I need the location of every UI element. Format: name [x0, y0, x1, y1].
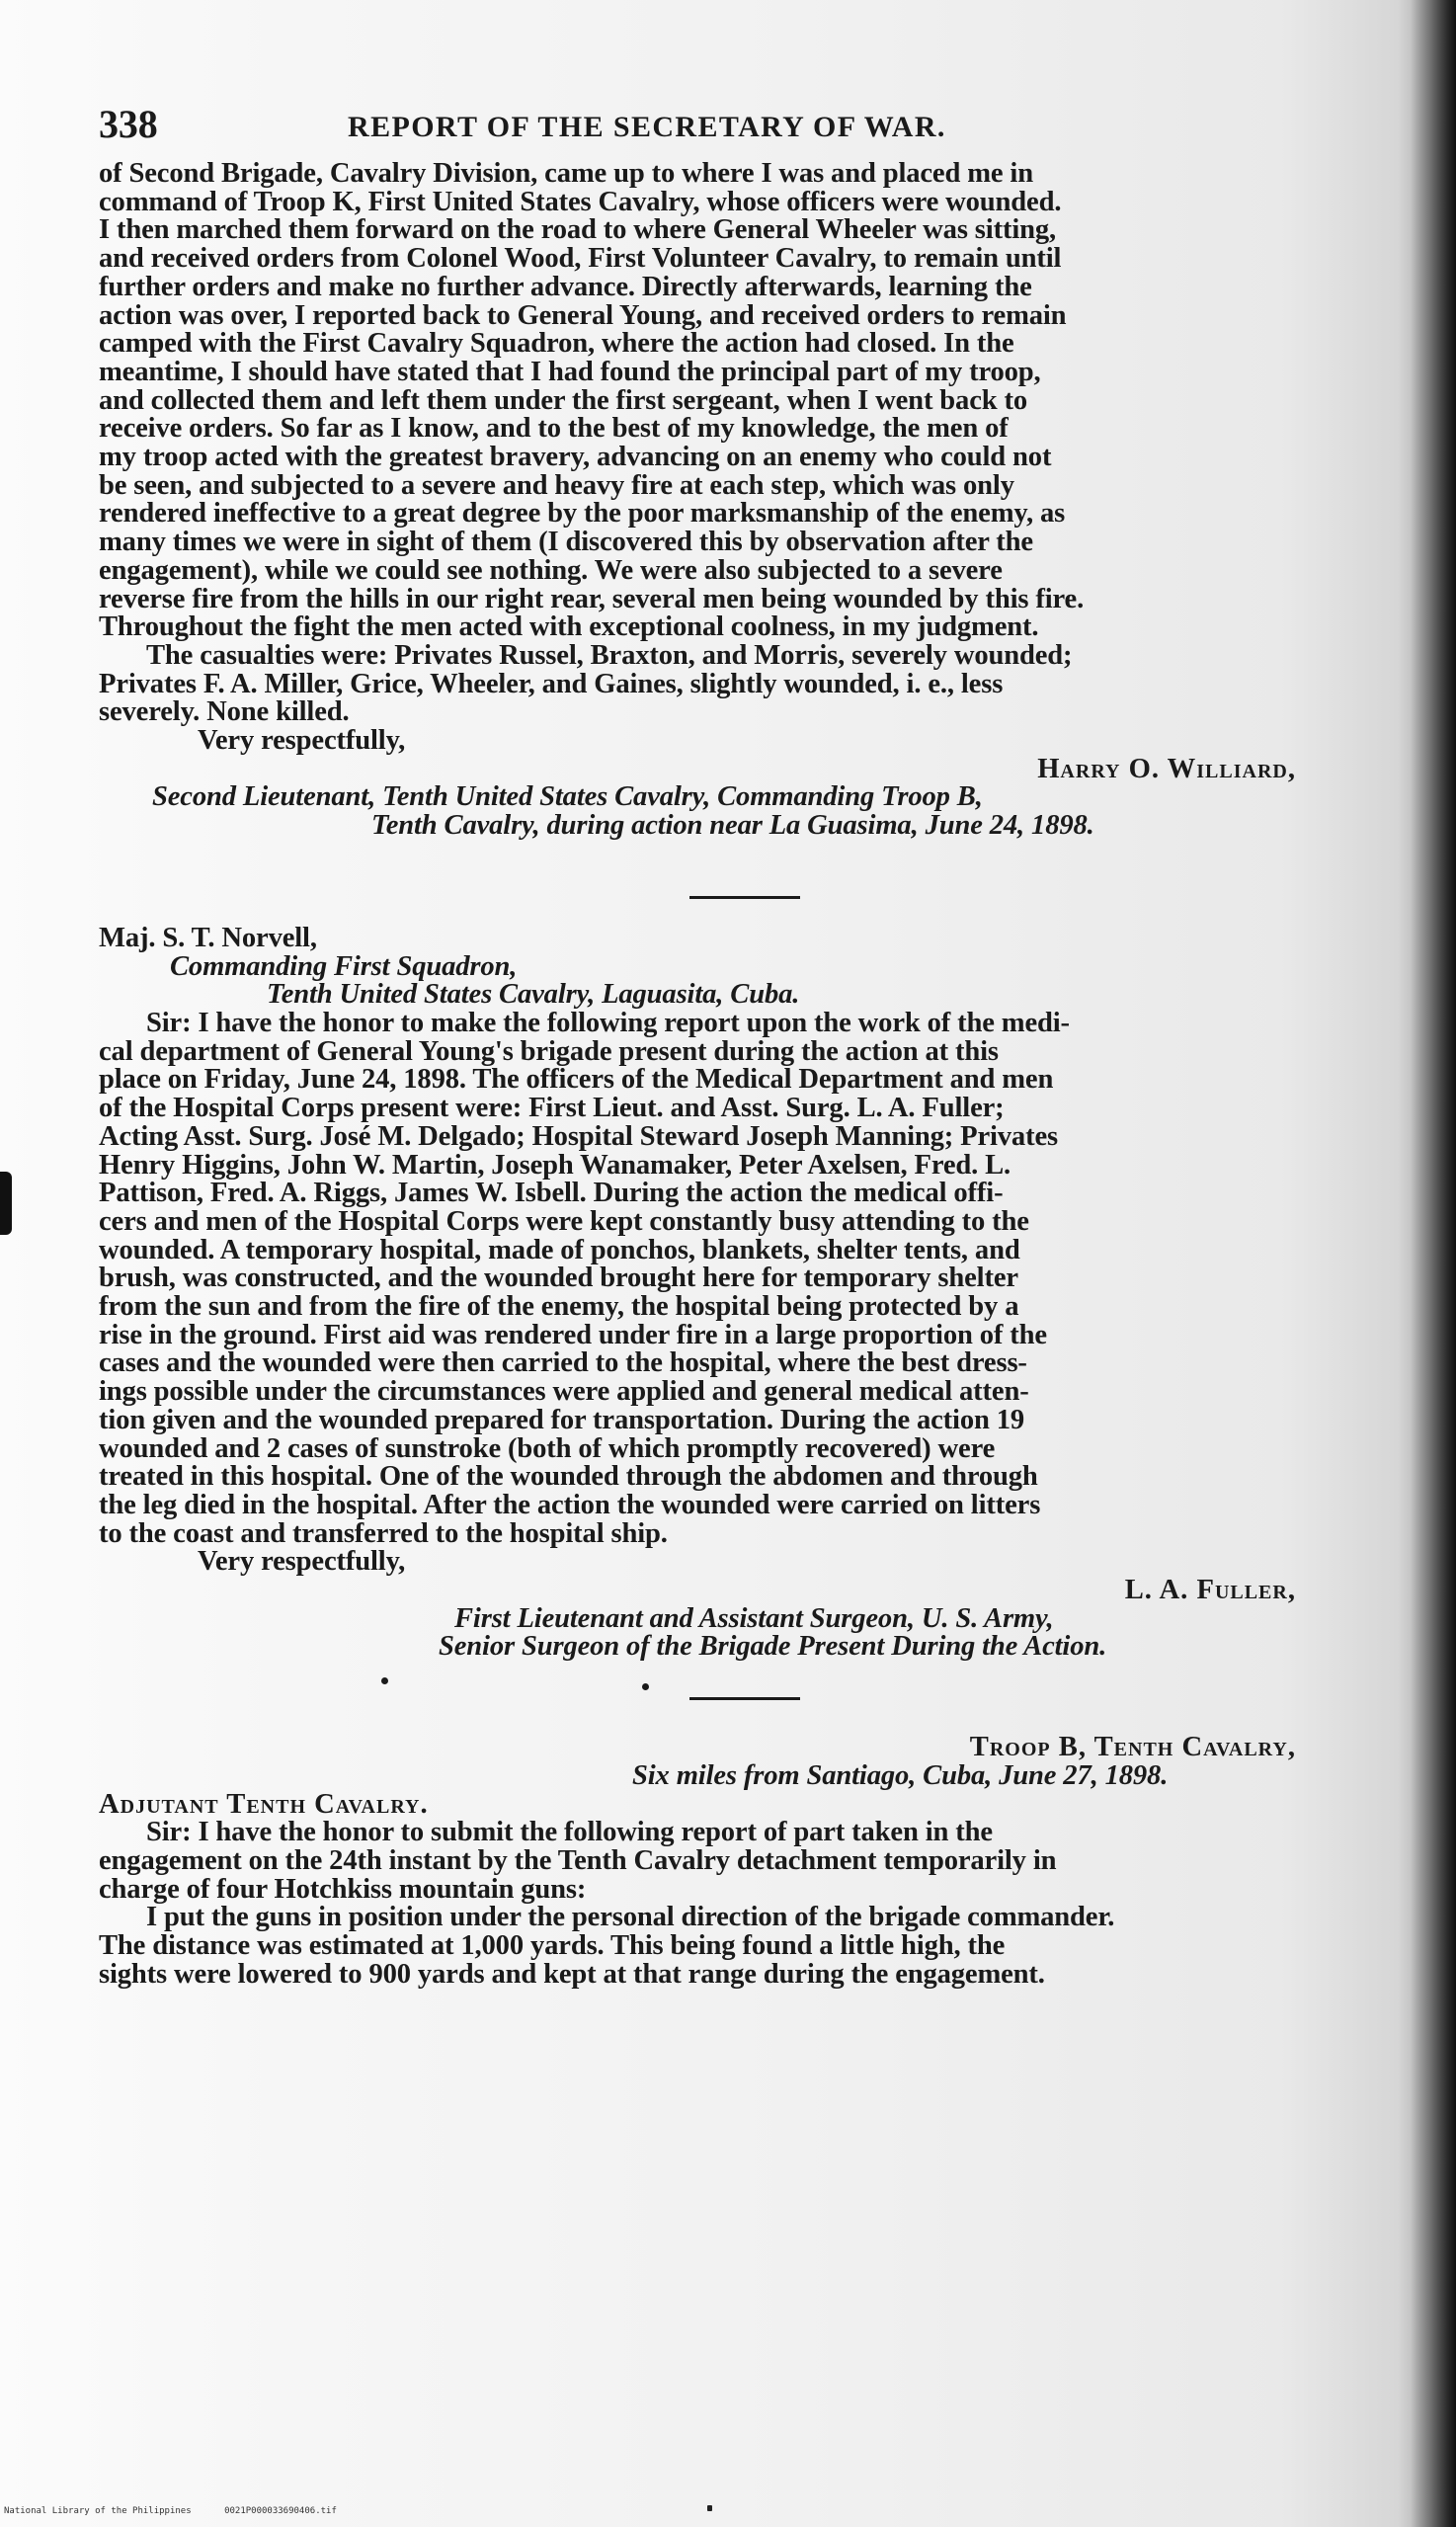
page-header	[99, 103, 1395, 152]
heading-unit: Troop B, Tenth Cavalry,	[969, 1732, 1296, 1763]
text-line: The distance was estimated at 1,000 yards. This being found a little high, the	[99, 1930, 1006, 1962]
text-line: camped with the First Cavalry Squadron, where the action had closed. In the	[99, 328, 1014, 360]
text-line: brush, was constructed, and the wounded brought here for temporary shelter	[99, 1263, 1018, 1294]
text-line: Sir: I have the honor to make the following report upon the work of the medi-	[146, 1007, 1070, 1038]
casualties-line: severely. None killed.	[99, 696, 350, 728]
text-line: and collected them and left them under the first sergeant, when I went back to	[99, 384, 1028, 416]
section-divider	[689, 896, 800, 899]
text-line: I put the guns in position under the personal direction of the brigade commander.	[146, 1902, 1115, 1933]
address-line: Tenth United States Cavalry, Laguasita, Cuba.	[267, 979, 800, 1011]
footer-library: National Library of the Philippines	[4, 2506, 192, 2516]
report-fuller	[99, 922, 1395, 1663]
document-page	[99, 103, 1395, 1989]
text-line: engagement on the 24th instant by the Tenth Cavalry detachment temporarily in	[99, 1844, 1057, 1876]
text-line: cers and men of the Hospital Corps were kept constantly busy attending to the	[99, 1205, 1029, 1237]
text-line: rise in the ground. First aid was rendered under fire in a large proportion of the	[99, 1319, 1047, 1350]
text-line: be seen, and subjected to a severe and heavy fire at each step, which was only	[99, 469, 1014, 501]
report-williard	[99, 160, 1395, 841]
closing-line: Very respectfully,	[198, 1546, 406, 1578]
signature-name: Harry O. Williard,	[1037, 753, 1296, 784]
heading-place: Six miles from Santiago, Cuba, June 27, 1898.	[632, 1759, 1169, 1791]
text-line: reverse fire from the hills in our right rear, several men being wounded by this fire.	[99, 583, 1085, 614]
text-line: many times we were in sight of them (I discovered this by observation after the	[99, 527, 1033, 558]
signature-title: Second Lieutenant, Tenth United States Cavalry, Commanding Troop B,	[152, 781, 983, 813]
text-line: cases and the wounded were then carried to the hospital, where the best dress-	[99, 1347, 1027, 1379]
binding-edge-shadow	[1411, 0, 1456, 2527]
text-line: command of Troop K, First United States Cavalry, whose officers were wounded.	[99, 186, 1062, 217]
text-line: the leg died in the hospital. After the action the wounded were carried on litters	[99, 1489, 1041, 1520]
closing-line: Very respectfully,	[198, 725, 406, 757]
text-line: meantime, I should have stated that I had found the principal part of my troop,	[99, 356, 1041, 387]
text-line: Henry Higgins, John W. Martin, Joseph Wanamaker, Peter Axelsen, Fred. L.	[99, 1149, 1011, 1181]
footer-file: 0021P000033690406.tif	[224, 2506, 337, 2516]
ink-speck	[381, 1677, 388, 1684]
margin-ink-mark	[0, 1172, 12, 1235]
text-line: action was over, I reported back to General Young, and received orders to remain	[99, 299, 1067, 331]
text-line: to the coast and transferred to the hospital ship.	[99, 1517, 668, 1549]
running-title: REPORT OF THE SECRETARY OF WAR.	[348, 111, 946, 143]
ink-speck	[642, 1683, 649, 1690]
text-line: Pattison, Fred. A. Riggs, James W. Isbell. During the action the medical offi-	[99, 1178, 1004, 1209]
text-line: my troop acted with the greatest bravery, advancing on an enemy who could not	[99, 442, 1052, 473]
addressee: Adjutant Tenth Cavalry.	[99, 1788, 429, 1820]
casualties-line: Privates F. A. Miller, Grice, Wheeler, and Gaines, slightly wounded, i. e., less	[99, 668, 1004, 699]
text-line: charge of four Hotchkiss mountain guns:	[99, 1873, 587, 1905]
casualties-line: The casualties were: Privates Russel, Braxton, and Morris, severely wounded;	[146, 639, 1073, 671]
report-hotchkiss	[99, 1734, 1395, 1989]
text-line: receive orders. So far as I know, and to the best of my knowledge, the men of	[99, 413, 1009, 445]
signature-name: L. A. Fuller,	[1124, 1575, 1296, 1606]
text-line: wounded. A temporary hospital, made of ponchos, blankets, shelter tents, and	[99, 1234, 1020, 1265]
text-line: cal department of General Young's brigade present during the action at this	[99, 1035, 999, 1067]
text-line: tion given and the wounded prepared for transportation. During the action 19	[99, 1404, 1025, 1435]
address-line: Commanding First Squadron,	[170, 950, 518, 982]
signature-title: Senior Surgeon of the Brigade Present During the Action.	[439, 1631, 1107, 1663]
text-line: further orders and make no further advance. Directly afterwards, learning the	[99, 271, 1032, 302]
text-line: I then marched them forward on the road to where General Wheeler was sitting,	[99, 214, 1057, 246]
text-line: from the sun and from the fire of the enemy, the hospital being protected by a	[99, 1291, 1019, 1323]
signature-title: Tenth Cavalry, during action near La Guasima, June 24, 1898.	[371, 810, 1094, 842]
text-line: of Second Brigade, Cavalry Division, came up to where I was and placed me in	[99, 158, 1033, 189]
text-line: Acting Asst. Surg. José M. Delgado; Hospital Steward Joseph Manning; Privates	[99, 1120, 1058, 1152]
text-line: Throughout the fight the men acted with exceptional coolness, in my judgment.	[99, 611, 1039, 643]
text-line: wounded and 2 cases of sunstroke (both of which promptly recovered) were	[99, 1432, 996, 1464]
text-line: place on Friday, June 24, 1898. The officers of the Medical Department and men	[99, 1064, 1054, 1096]
ink-specks	[99, 1662, 1395, 1701]
scan-footer	[4, 2506, 364, 2517]
bottom-ink-mark	[707, 2505, 712, 2511]
signature-title: First Lieutenant and Assistant Surgeon, U. S. Army,	[454, 1602, 1054, 1634]
address-name: Maj. S. T. Norvell,	[99, 922, 317, 953]
text-line: sights were lowered to 900 yards and kept at that range during the engagement.	[99, 1958, 1045, 1990]
text-line: Sir: I have the honor to submit the following report of part taken in the	[146, 1817, 993, 1848]
text-line: rendered ineffective to a great degree by the poor marksmanship of the enemy, as	[99, 498, 1066, 530]
page-number: 338	[99, 102, 158, 146]
text-line: ings possible under the circumstances were applied and general medical atten-	[99, 1376, 1029, 1408]
text-line: treated in this hospital. One of the wounded through the abdomen and through	[99, 1461, 1038, 1493]
text-line: and received orders from Colonel Wood, First Volunteer Cavalry, to remain until	[99, 243, 1062, 275]
text-line: of the Hospital Corps present were: First Lieut. and Asst. Surg. L. A. Fuller;	[99, 1093, 1005, 1124]
text-line: engagement), while we could see nothing. We were also subjected to a severe	[99, 554, 1003, 586]
